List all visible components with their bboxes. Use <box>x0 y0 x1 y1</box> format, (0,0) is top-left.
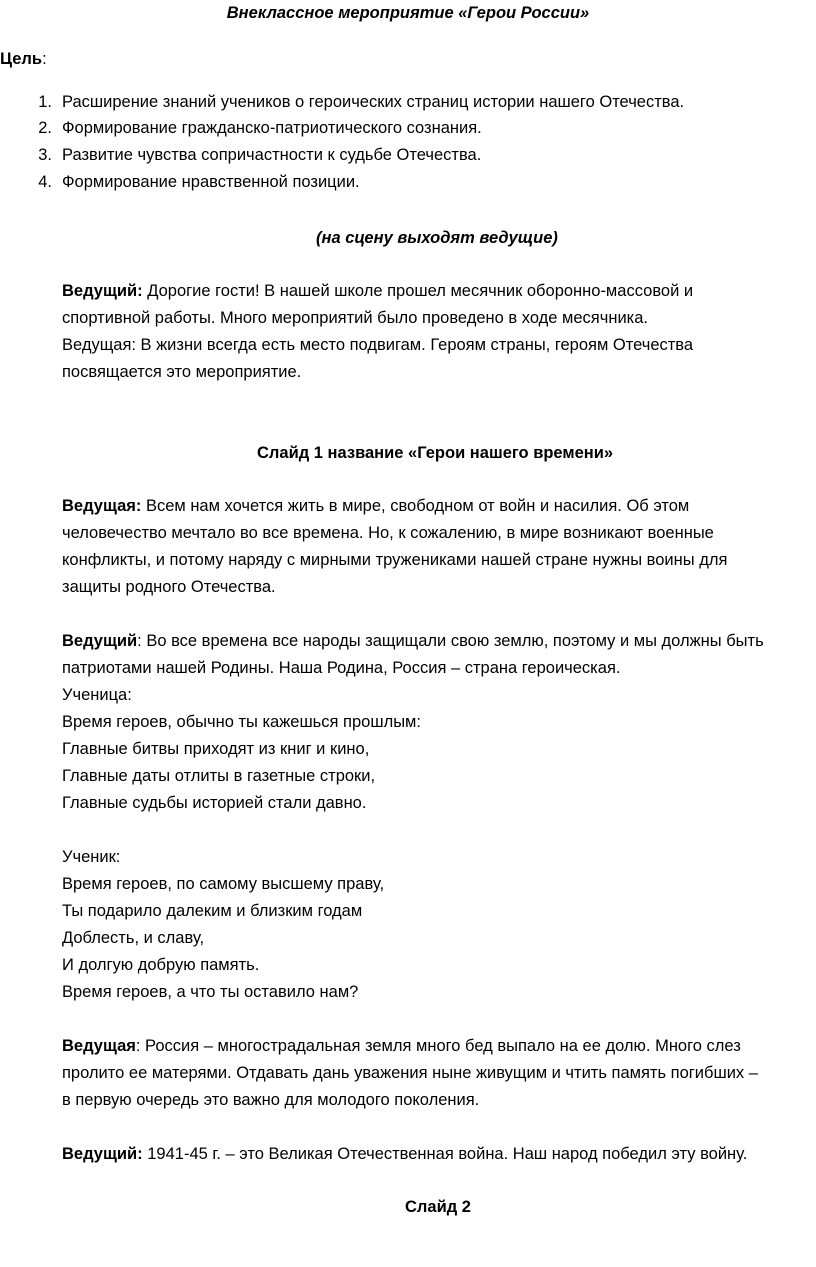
speaker-label: Ведущая <box>62 1037 136 1055</box>
poem-line: И долгую добрую память. <box>62 956 260 974</box>
list-text: Развитие чувства сопричастности к судьбе Отечества. <box>62 146 482 164</box>
speech-text: : Во все времена все народы защищали свою землю, поэтому и мы должны быть <box>137 632 764 650</box>
paragraph-line: спортивной работы. Много мероприятий было проведено в ходе месячника. <box>62 309 648 327</box>
paragraph-line <box>62 1143 747 1165</box>
paragraph-line: конфликты, и потому наряду с мирными тружениками нашей стране нужны воины для <box>62 551 728 569</box>
speaker-label: Ведущая: <box>62 497 142 515</box>
poem-line: Главные битвы приходят из книг и кино, <box>62 740 370 758</box>
speech-text: Дорогие гости! В нашей школе прошел месячник оборонно-массовой и <box>142 282 694 300</box>
poem-line: Время героев, по самому высшему праву, <box>62 875 385 893</box>
poem-line: Ученик: <box>62 848 121 866</box>
list-number: 3. <box>38 146 52 164</box>
slide-1-heading: Слайд 1 название «Герои нашего времени» <box>257 444 614 462</box>
paragraph-line: Ведущая: В жизни всегда есть место подвигам. Героям страны, героям Отечества <box>62 336 694 354</box>
poem-line: Ты подарило далеким и близким годам <box>62 902 363 920</box>
goal-colon: : <box>42 50 47 68</box>
speaker-label: Ведущий: <box>62 282 143 300</box>
slide-2-heading: Слайд 2 <box>405 1198 471 1216</box>
list-text: Формирование гражданско-патриотического сознания. <box>62 119 482 137</box>
poem-line: Доблесть, и славу, <box>62 929 205 947</box>
speech-text: Всем нам хочется жить в мире, свободном от войн и насилия. Об этом <box>141 497 690 515</box>
list-text: Расширение знаний учеников о героических страниц истории нашего Отечества. <box>62 93 685 111</box>
speaker-label: Ведущий <box>62 632 138 650</box>
paragraph-line: Ученица: <box>62 686 132 704</box>
stage-direction: (на сцену выходят ведущие) <box>316 229 558 247</box>
speech-text: : Россия – многострадальная земля много бед выпало на ее долю. Много слез <box>135 1037 741 1055</box>
paragraph-line: защиты родного Отечества. <box>62 578 276 596</box>
paragraph-line <box>62 1035 741 1057</box>
poem-line: Время героев, обычно ты кажешься прошлым: <box>62 713 421 731</box>
paragraph-line <box>62 495 689 517</box>
list-number: 2. <box>38 119 52 137</box>
speaker-label: Ведущий: <box>62 1145 143 1163</box>
goal-heading <box>0 48 47 70</box>
paragraph-line: человечество мечтало во все времена. Но, к сожалению, в мире возникают военные <box>62 524 714 542</box>
speech-text: 1941-45 г. – это Великая Отечественная война. Наш народ победил эту войну. <box>142 1145 748 1163</box>
poem-line: Главные даты отлиты в газетные строки, <box>62 767 376 785</box>
poem-line: Главные судьбы историей стали давно. <box>62 794 367 812</box>
list-number: 4. <box>38 173 52 191</box>
paragraph-line: в первую очередь это важно для молодого поколения. <box>62 1091 480 1109</box>
document-title: Внеклассное мероприятие «Герои России» <box>226 4 590 22</box>
paragraph-line: посвящается это мероприятие. <box>62 363 302 381</box>
paragraph-line: пролито ее матерями. Отдавать дань уважения ныне живущим и чтить память погибших – <box>62 1064 758 1082</box>
goal-label: Цель <box>0 50 43 68</box>
paragraph-line <box>62 280 693 302</box>
poem-line: Время героев, а что ты оставило нам? <box>62 983 359 1001</box>
paragraph-line <box>62 630 764 652</box>
list-text: Формирование нравственной позиции. <box>62 173 360 191</box>
list-number: 1. <box>38 93 52 111</box>
paragraph-line: патриотами нашей Родины. Наша Родина, Россия – страна героическая. <box>62 659 621 677</box>
